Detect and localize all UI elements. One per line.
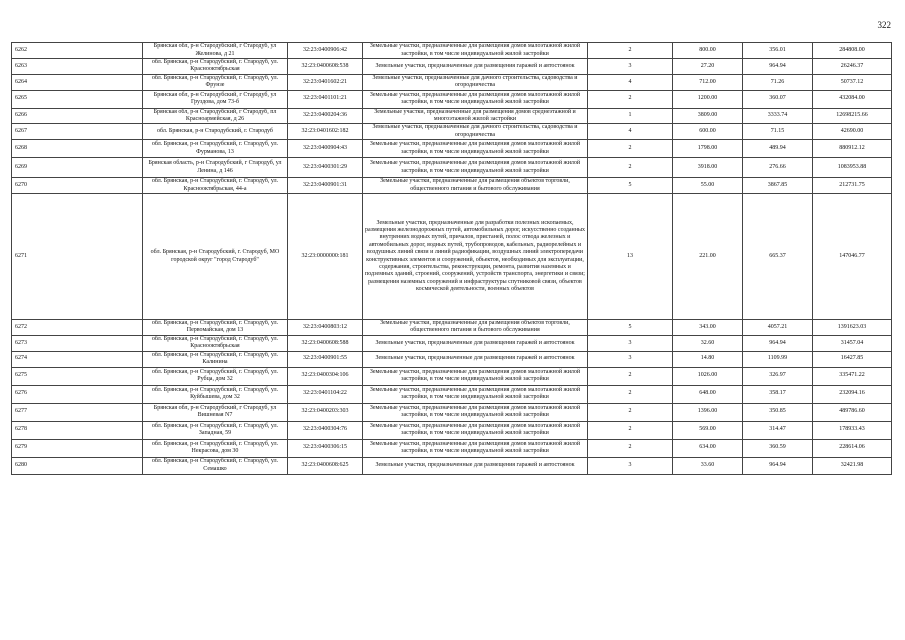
land-purpose-cell: Земельные участки, предназначенные для размещения гаражей и автостоянок [363,457,588,474]
area-cell: 1200.00 [673,90,743,108]
cadastral-value-cell: 12698215.66 [813,108,892,124]
address-cell: Брянская обл, р-н Стародубский, г Стародуб, пл Красноармейская, д 26 [143,108,288,124]
land-purpose-cell: Земельные участки, предназначенные для размещения домов малоэтажной жилой застройки, в том числе индивидуальной жилой застройки [363,421,588,439]
cadastral-value-cell: 432084.00 [813,90,892,108]
cadastral-value-cell: 26246.37 [813,59,892,75]
table-row [12,194,892,320]
row-number: 6265 [12,90,143,108]
address-cell: обл. Брянская, р-н Стародубский, г. Стародуб, МО городской округ "город Стародуб" [143,194,288,320]
row-number: 6273 [12,335,143,351]
address-cell: обл. Брянская, р-н Стародубский, г. Стародуб, ул. Куйбышева, дом 32 [143,385,288,403]
cadastral-value-cell: 212731.75 [813,178,892,194]
group-number-cell: 3 [588,335,673,351]
specific-value-cell: 276.66 [743,158,813,178]
land-purpose-cell: Земельные участки, предназначенные для дачного строительства, садоводства и огородничества [363,124,588,140]
area-cell: 3918.00 [673,158,743,178]
area-cell: 648.00 [673,385,743,403]
specific-value-cell: 350.85 [743,403,813,421]
area-cell: 800.00 [673,43,743,59]
land-purpose-cell: Земельные участки, предназначенные для размещения объектов торговли, общественного питания и бытового обслуживания [363,178,588,194]
specific-value-cell: 71.26 [743,74,813,90]
area-cell: 712.00 [673,74,743,90]
address-cell: обл. Брянская, р-н Стародубский, г. Стародуб, ул. Краснооктябрьская [143,335,288,351]
cadastral-value-cell: 489786.60 [813,403,892,421]
specific-value-cell: 1109.99 [743,351,813,367]
land-purpose-cell: Земельные участки, предназначенные для размещения гаражей и автостоянок [363,335,588,351]
table-row [12,124,892,140]
area-cell: 27.20 [673,59,743,75]
specific-value-cell: 358.17 [743,385,813,403]
address-cell: Брянская обл, р-н Стародубский, г Стародуб, ул Груздова, дом 73-б [143,90,288,108]
cadastral-value-cell: 16427.85 [813,351,892,367]
specific-value-cell: 665.37 [743,194,813,320]
row-number: 6268 [12,140,143,158]
cadastral-value-cell: 50737.12 [813,74,892,90]
table-row [12,320,892,336]
group-number-cell: 2 [588,367,673,385]
cadastral-number-cell: 32:23:0400203:303 [288,403,363,421]
cadastral-number-cell: 32:23:0400608:625 [288,457,363,474]
cadastral-value-cell: 880912.12 [813,140,892,158]
group-number-cell: 2 [588,403,673,421]
group-number-cell: 2 [588,385,673,403]
row-number: 6276 [12,385,143,403]
row-number: 6275 [12,367,143,385]
cadastral-number-cell: 32:23:0400608:538 [288,59,363,75]
cadastral-number-cell: 32:23:0400304:106 [288,367,363,385]
table-row [12,439,892,457]
area-cell: 1396.00 [673,403,743,421]
land-purpose-cell: Земельные участки, предназначенные для размещения домов малоэтажной жилой застройки, в том числе индивидуальной жилой застройки [363,90,588,108]
cadastral-number-cell: 32:23:0400904:43 [288,140,363,158]
group-number-cell: 4 [588,124,673,140]
area-cell: 33.60 [673,457,743,474]
cadastral-number-cell: 32:23:0400301:29 [288,158,363,178]
specific-value-cell: 4057.21 [743,320,813,336]
area-cell: 569.00 [673,421,743,439]
address-cell: обл. Брянская, р-н Стародубский, г. Стародуб, ул. Первомайская, дом 13 [143,320,288,336]
page-number: 322 [877,20,891,30]
row-number: 6278 [12,421,143,439]
group-number-cell: 2 [588,140,673,158]
address-cell: обл. Брянская, р-н Стародубский, г. Стародуб, ул. Краснооктябрьская, 44-а [143,178,288,194]
table-row [12,178,892,194]
address-cell: Брянская обл, р-н Стародубский, г Стародуб, ул Желинова, д 21 [143,43,288,59]
cadastral-number-cell: 32:23:0000000:181 [288,194,363,320]
address-cell: Брянская обл, р-н Стародубский, г Стародуб, ул Вишневая N7 [143,403,288,421]
table-row [12,158,892,178]
cadastral-number-cell: 32:23:0400803:12 [288,320,363,336]
group-number-cell: 2 [588,158,673,178]
cadastral-number-cell: 32:23:0401602:21 [288,74,363,90]
table-row [12,457,892,474]
specific-value-cell: 3333.74 [743,108,813,124]
row-number: 6270 [12,178,143,194]
cadastral-value-cell: 1391623.03 [813,320,892,336]
land-purpose-cell: Земельные участки, предназначенные для размещения гаражей и автостоянок [363,351,588,367]
land-purpose-cell: Земельные участки, предназначенные для размещения объектов торговли, общественного питания и бытового обслуживания [363,320,588,336]
row-number: 6280 [12,457,143,474]
cadastral-value-cell: 32421.98 [813,457,892,474]
cadastral-number-cell: 32:23:0400304:76 [288,421,363,439]
row-number: 6269 [12,158,143,178]
cadastral-number-cell: 32:23:0400204:36 [288,108,363,124]
cadastral-value-cell: 42690.00 [813,124,892,140]
land-purpose-cell: Земельные участки, предназначенные для размещения гаражей и автостоянок [363,59,588,75]
table-row [12,403,892,421]
land-purpose-cell: Земельные участки, предназначенные для размещения домов малоэтажной жилой застройки, в том числе индивидуальной жилой застройки [363,43,588,59]
group-number-cell: 3 [588,351,673,367]
cadastral-value-cell: 284808.00 [813,43,892,59]
area-cell: 634.00 [673,439,743,457]
row-number: 6266 [12,108,143,124]
table-row [12,43,892,59]
cadastral-number-cell: 32:23:0401602:182 [288,124,363,140]
cadastral-value-cell: 31457.04 [813,335,892,351]
table-row [12,335,892,351]
address-cell: обл. Брянская, р-н Стародубский, г. Стародуб, ул. Семашко [143,457,288,474]
land-purpose-cell: Земельные участки, предназначенные для размещения домов малоэтажной жилой застройки, в том числе индивидуальной жилой застройки [363,158,588,178]
group-number-cell: 2 [588,421,673,439]
cadastral-value-cell: 228614.06 [813,439,892,457]
land-purpose-cell: Земельные участки, предназначенные для размещения домов малоэтажной жилой застройки, в том числе индивидуальной жилой застройки [363,385,588,403]
address-cell: обл. Брянская, р-н Стародубский, г. Стародуб, ул. Калинина [143,351,288,367]
group-number-cell: 1 [588,108,673,124]
specific-value-cell: 326.97 [743,367,813,385]
address-cell: Брянская область, р-н Стародубский, г Стародуб, ул Ленина, д 146 [143,158,288,178]
area-cell: 221.00 [673,194,743,320]
area-cell: 600.00 [673,124,743,140]
area-cell: 3809.00 [673,108,743,124]
group-number-cell: 5 [588,178,673,194]
cadastral-value-cell: 335471.22 [813,367,892,385]
row-number: 6267 [12,124,143,140]
cadastral-number-cell: 32:23:0401101:21 [288,90,363,108]
cadastral-value-cell: 178933.43 [813,421,892,439]
address-cell: обл. Брянская, р-н Стародубский, г. Стародуб, ул. Западная, 59 [143,421,288,439]
address-cell: обл. Брянская, р-н Стародубский, г. Стародуб, ул. Некрасова, дом 30 [143,439,288,457]
table-body [12,43,892,475]
table-row [12,74,892,90]
area-cell: 1798.00 [673,140,743,158]
land-purpose-cell: Земельные участки, предназначенные для разработки полезных ископаемых, размещения железнодорожных путей, автомобильных дорог, искусственно созданных внутренних водных путей, причалов, пристаней, полос отвода железных и автомобильных дорог, водных путей, трубопроводов, кабельных, радиорелейных и воздушных линий связи и линий радиофикации, воздушных линий электропередачи конструктивных элементов и сооружений, объектов, необходимых для эксплуатации, содержания, строительства, реконструкции, ремонта, развития наземных и подземных зданий, строений, сооружений, устройств транспорта, энергетики и связи; размещения наземных сооружений и инфраструктуры спутниковой связи, объектов космической деятельности, военных объектов [363,194,588,320]
group-number-cell: 2 [588,90,673,108]
table-row [12,385,892,403]
address-cell: обл. Брянская, р-н Стародубский, г. Стародуб, ул. Рубца, дом 32 [143,367,288,385]
land-purpose-cell: Земельные участки, предназначенные для размещения домов малоэтажной жилой застройки, в том числе индивидуальной жилой застройки [363,367,588,385]
cadastral-number-cell: 32:23:0400901:55 [288,351,363,367]
area-cell: 343.00 [673,320,743,336]
specific-value-cell: 964.94 [743,59,813,75]
land-purpose-cell: Земельные участки, предназначенные для размещения домов малоэтажной жилой застройки, в том числе индивидуальной жилой застройки [363,140,588,158]
cadastral-value-cell: 147046.77 [813,194,892,320]
specific-value-cell: 356.01 [743,43,813,59]
row-number: 6279 [12,439,143,457]
land-purpose-cell: Земельные участки, предназначенные для размещения домов среднеэтажной и многоэтажной жилой застройки [363,108,588,124]
group-number-cell: 2 [588,43,673,59]
row-number: 6262 [12,43,143,59]
specific-value-cell: 360.07 [743,90,813,108]
area-cell: 55.00 [673,178,743,194]
cadastral-number-cell: 32:23:0401104:22 [288,385,363,403]
cadastral-number-cell: 32:23:0400306:15 [288,439,363,457]
area-cell: 32.60 [673,335,743,351]
specific-value-cell: 360.59 [743,439,813,457]
group-number-cell: 13 [588,194,673,320]
specific-value-cell: 3867.85 [743,178,813,194]
cadastral-value-cell: 1083953.88 [813,158,892,178]
group-number-cell: 4 [588,74,673,90]
specific-value-cell: 964.94 [743,335,813,351]
area-cell: 1026.00 [673,367,743,385]
address-cell: обл. Брянская, р-н Стародубский, г. Стародуб [143,124,288,140]
specific-value-cell: 964.94 [743,457,813,474]
row-number: 6272 [12,320,143,336]
table-row [12,59,892,75]
specific-value-cell: 489.94 [743,140,813,158]
land-purpose-cell: Земельные участки, предназначенные для размещения домов малоэтажной жилой застройки, в том числе индивидуальной жилой застройки [363,403,588,421]
land-purpose-cell: Земельные участки, предназначенные для дачного строительства, садоводства и огородничества [363,74,588,90]
row-number: 6277 [12,403,143,421]
address-cell: обл. Брянская, р-н Стародубский, г. Стародуб, ул. Краснооктябрьская [143,59,288,75]
cadastral-value-table [11,42,892,475]
specific-value-cell: 71.15 [743,124,813,140]
land-purpose-cell: Земельные участки, предназначенные для размещения домов малоэтажной жилой застройки, в том числе индивидуальной жилой застройки [363,439,588,457]
group-number-cell: 2 [588,439,673,457]
table-row [12,140,892,158]
row-number: 6263 [12,59,143,75]
address-cell: обл. Брянская, р-н Стародубский, г. Стародуб, ул. Фурманова, 13 [143,140,288,158]
cadastral-value-cell: 232094.16 [813,385,892,403]
cadastral-number-cell: 32:23:0400906:42 [288,43,363,59]
specific-value-cell: 314.47 [743,421,813,439]
cadastral-number-cell: 32:23:0400608:588 [288,335,363,351]
row-number: 6264 [12,74,143,90]
table-row [12,367,892,385]
row-number: 6271 [12,194,143,320]
table-row [12,90,892,108]
address-cell: обл. Брянская, р-н Стародубский, г. Стародуб, ул. Фрунзе [143,74,288,90]
cadastral-number-cell: 32:23:0400901:31 [288,178,363,194]
group-number-cell: 5 [588,320,673,336]
area-cell: 14.80 [673,351,743,367]
table-row [12,351,892,367]
group-number-cell: 3 [588,59,673,75]
group-number-cell: 3 [588,457,673,474]
table-row [12,108,892,124]
row-number: 6274 [12,351,143,367]
table-row [12,421,892,439]
